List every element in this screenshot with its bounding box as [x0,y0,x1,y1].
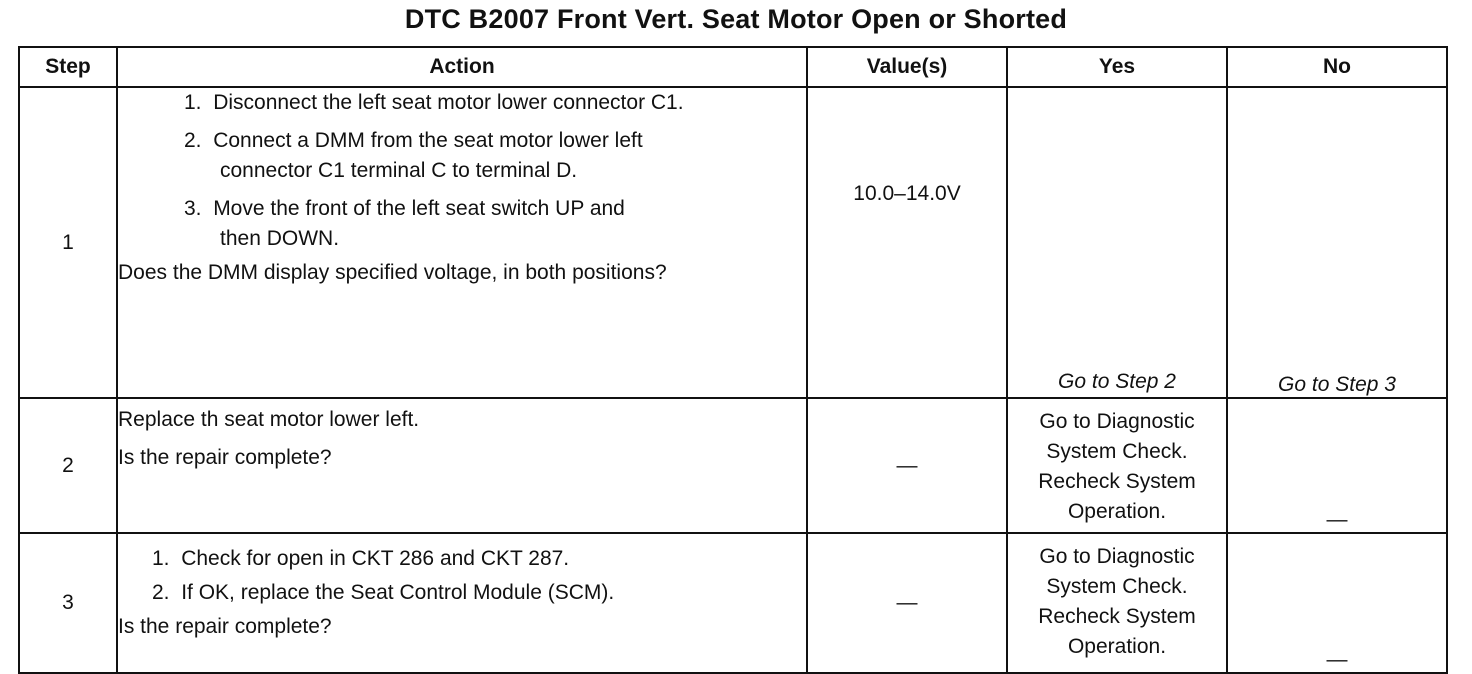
action-step: 3. Move the front of the left seat switch UP and then DOWN. [184,197,625,250]
table-row [19,398,1447,533]
value-cell: 10.0–14.0V [807,87,1007,398]
yes-cell: Go to Step 2 [1007,87,1227,398]
action-cell [117,533,807,673]
header-no: No [1227,47,1447,87]
value-cell: — [807,398,1007,533]
header-row [19,47,1447,87]
step-number: 1 [19,87,117,398]
action-step: 1. Check for open in CKT 286 and CKT 287. [152,547,570,570]
yes-cell: Go to Diagnostic System Check. Recheck System Operation. [1007,533,1227,673]
header-action: Action [117,47,807,87]
action-cell: Replace th seat motor lower left. Is the repair complete? [117,398,807,533]
no-cell: Go to Step 3 [1227,87,1447,398]
table-row [19,87,1447,398]
header-yes: Yes [1007,47,1227,87]
action-step: 2. If OK, replace the Seat Control Module (SCM). [152,581,615,604]
page-title: DTC B2007 Front Vert. Seat Motor Open or Shorted [404,4,1068,34]
action-step: 1. Disconnect the left seat motor lower connector C1. [184,91,684,114]
yes-cell: Go to Diagnostic System Check. Recheck System Operation. [1007,398,1227,533]
no-cell: — [1227,398,1447,533]
action-cell [117,87,807,398]
value-cell: — [807,533,1007,673]
header-step: Step [19,47,117,87]
action-step: 2. Connect a DMM from the seat motor lower left connector C1 terminal C to terminal D. [184,129,643,182]
step-number: 2 [19,398,117,533]
header-value: Value(s) [807,47,1007,87]
diagnostic-table [18,46,1448,674]
action-question: Is the repair complete? [118,615,332,638]
action-question: Does the DMM display specified voltage, in both positions? [118,261,667,284]
step-number: 3 [19,533,117,673]
table-row [19,533,1447,673]
no-cell: — [1227,533,1447,673]
action-question: Is the repair complete? [118,446,332,469]
